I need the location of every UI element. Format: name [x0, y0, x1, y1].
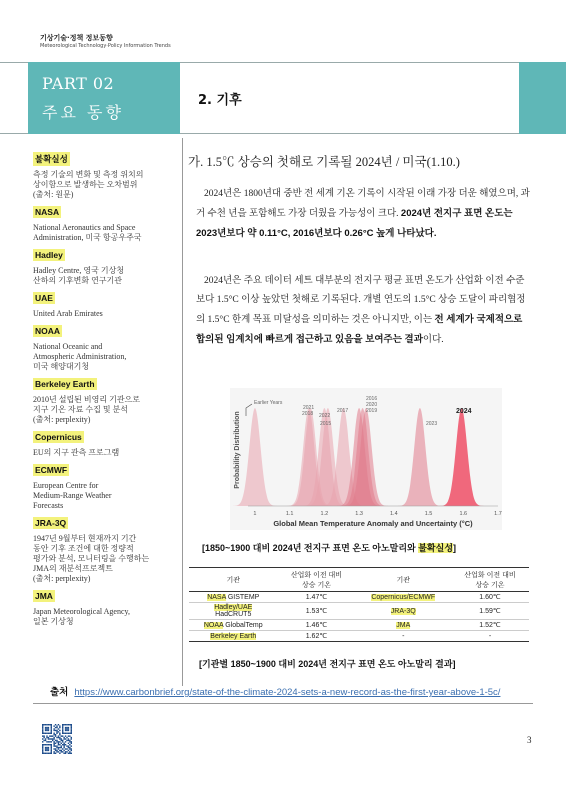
temperature-distribution-chart — [230, 388, 502, 530]
left-agency — [189, 603, 278, 620]
right-agency — [355, 620, 451, 631]
right-value: 1.59℃ — [451, 603, 529, 620]
glossary-term: ECMWF — [35, 465, 68, 475]
page-number: 3 — [527, 735, 532, 745]
agency-name: JMA — [396, 621, 411, 629]
footer-divider — [33, 703, 533, 704]
glossary-definition-line: National Aeronautics and Space — [33, 223, 136, 232]
glossary-definition-line: 일본 기상청 — [33, 617, 74, 626]
x-tick-label: 1 — [253, 511, 257, 517]
series-label: 2018 — [302, 411, 314, 417]
series-label: 2021 — [303, 405, 315, 411]
series-label: 2015 — [320, 421, 332, 427]
glossary-definition-line: Hadley Centre, 영국 기상청 — [33, 266, 125, 275]
paragraph-2 — [196, 272, 530, 350]
table-row — [189, 631, 529, 642]
header-rise-2 — [451, 568, 529, 592]
agency-dataset: GISTEMP — [225, 593, 260, 601]
right-agency — [355, 603, 451, 620]
table-row — [189, 620, 529, 631]
source-label: 출처 — [50, 687, 69, 698]
left-value: 1.47℃ — [278, 592, 356, 603]
glossary-definition-line: 평가와 분석, 모니터링을 수행하는 — [33, 554, 150, 563]
source-line — [50, 684, 500, 698]
glossary-definition-line: Medium-Range Weather — [33, 491, 112, 500]
left-agency — [189, 631, 278, 642]
table-caption: [기관별 1850~1900 대비 2024년 전지구 표면 온도 아노말리 결과] — [199, 659, 456, 669]
glossary-definition-line: EU의 지구 관측 프로그램 — [33, 448, 120, 457]
glossary-definition-line: 상이함으로 발생하는 오차범위 — [33, 180, 138, 189]
header-agency-1: 기관 — [189, 568, 278, 592]
glossary-definition-line: Atmospheric Administration, — [33, 352, 127, 361]
glossary-definition-line: 지구 기온 자료 수집 및 분석 — [33, 405, 129, 414]
glossary-definition-line: 미국 해양대기청 — [33, 362, 90, 371]
x-tick-label: 1.4 — [390, 511, 398, 517]
x-axis-label: Global Mean Temperature Anomaly and Uncertainty (°C) — [273, 519, 473, 528]
left-agency — [189, 592, 278, 603]
agency-dataset: GlobalTemp — [223, 621, 263, 629]
agency-name: Berkeley Earth — [210, 632, 257, 640]
glossary-definition-line: United Arab Emirates — [33, 309, 103, 318]
y-axis-label: Probability Distribution — [234, 411, 241, 489]
glossary-definition — [33, 266, 173, 286]
x-tick-label: 1.1 — [285, 511, 294, 517]
header-line: 상승 기온 — [301, 581, 331, 589]
agency-name: NASA — [207, 593, 226, 601]
publication-subtitle: Meteorological Technology·Policy Information Trends — [40, 43, 171, 49]
left-agency — [189, 620, 278, 631]
glossary-definition — [33, 170, 173, 200]
glossary-term: JRA-3Q — [35, 518, 67, 528]
glossary-term: UAE — [35, 293, 53, 303]
header-rise-1 — [278, 568, 356, 592]
table-row — [189, 603, 529, 620]
glossary-definition-line: 동안 기후 조건에 대한 정량적 — [33, 544, 134, 553]
band-accent-box — [519, 62, 566, 134]
glossary-definition — [33, 309, 173, 319]
paragraph-2-text: 2024년은 주요 데이터 세트 대부분의 전지구 평균 표면 온도가 산업화 이전 수준보다 1.5°C 이상 높았던 첫해로 기록된다. 개별 연도의 1.5°C 상승 도달이 파리협정의 1.5°C 한계 목표 미달성을 의미하는 것은 아니지만, 이는 — [196, 276, 526, 325]
agency-dataset: HadCRUT5 — [215, 611, 252, 618]
table-header-row — [189, 568, 529, 592]
series-label: 2023 — [426, 421, 438, 427]
right-value: 1.60℃ — [451, 592, 529, 603]
paragraph-1 — [196, 185, 530, 244]
glossary-definition — [33, 481, 173, 511]
glossary-definition-line: JMA의 재분석프로젝트 — [33, 564, 113, 573]
x-tick-label: 1.5 — [424, 511, 433, 517]
glossary-definition — [33, 534, 173, 584]
agency-name: NOAA — [203, 621, 224, 629]
glossary-definition — [33, 448, 173, 458]
source-link[interactable]: https://www.carbonbrief.org/state-of-the-climate-2024-sets-a-new-record-as-the-first-year-above-1-5c/ — [74, 687, 501, 698]
header-agency-2: 기관 — [355, 568, 451, 592]
glossary-term: 불확실성 — [35, 154, 68, 164]
glossary-definition-line: (출처: 원문) — [33, 190, 74, 199]
glossary-definition-line: (출처: perplexity) — [33, 574, 91, 583]
paragraph-2-end: 이다. — [422, 335, 444, 345]
paragraph-2-bold: 전 세계가 국제적으로 합의된 임계치에 빠르게 접근하고 있음을 보여주는 결과 — [196, 314, 523, 345]
part-box — [28, 62, 180, 134]
series-label: 2024 — [456, 408, 472, 415]
agency-dataset: - — [402, 632, 405, 640]
glossary-definition — [33, 395, 173, 425]
glossary-definition-line: (출처: perplexity) — [33, 415, 91, 424]
paragraph-1-bold: 2024년 전지구 표면 온도는 2023년보다 약 0.11°C, 2016년보다 0.26°C 높게 나타났다. — [196, 208, 513, 239]
glossary-definition-line: Japan Meteorological Agency, — [33, 607, 131, 616]
glossary-term: Hadley — [35, 250, 63, 260]
glossary-term: NOAA — [35, 326, 61, 336]
publication-title: 기상기술·정책 정보동향 — [40, 34, 113, 42]
left-value: 1.53℃ — [278, 603, 356, 620]
right-value: 1.52℃ — [451, 620, 529, 631]
header-line: 상승 기온 — [475, 581, 505, 589]
paragraph-1-text: 2024년은 1800년대 중반 전 세계 기온 기록이 시작된 이래 가장 더운 해였으며, 과거 수천 년을 포함해도 가장 더웠을 가능성이 크다. — [196, 189, 530, 219]
glossary-definition-line: 1947년 9월부터 현재까지 기간 — [33, 534, 137, 543]
chart-caption-highlight: 불확실성 — [418, 543, 454, 553]
qr-code-icon — [42, 724, 72, 754]
series-label: 2019 — [366, 408, 378, 414]
agency-name: JRA-3Q — [390, 607, 416, 615]
article-heading: 가. 1.5℃ 상승의 첫해로 기록될 2024년 / 미국(1.10.) — [188, 155, 460, 169]
glossary-definition — [33, 223, 173, 243]
glossary-term: NASA — [35, 207, 60, 217]
glossary-term: Copernicus — [35, 432, 82, 442]
x-tick-label: 1.6 — [459, 511, 468, 517]
glossary-sidebar — [33, 147, 173, 627]
agency-name: Hadley/UAE — [214, 604, 253, 611]
right-agency — [355, 631, 451, 642]
series-label: 2022 — [319, 413, 331, 419]
glossary-definition-line: Administration, 미국 항공우주국 — [33, 233, 142, 242]
part-name: 주요 동향 — [42, 103, 124, 122]
header-line: 산업화 이전 대비 — [290, 571, 343, 579]
table-row — [189, 592, 529, 603]
glossary-definition-line: National Oceanic and — [33, 342, 103, 351]
glossary-definition-line: 2010년 설립된 비영리 기관으로 — [33, 395, 141, 404]
chart-caption-text: [1850~1900 대비 2024년 전지구 표면 온도 아노말리와 — [202, 543, 419, 553]
series-label: 2017 — [337, 408, 349, 414]
series-label: 2020 — [366, 402, 378, 408]
x-tick-label: 1.2 — [320, 511, 329, 517]
glossary-definition — [33, 607, 173, 627]
x-tick-label: 1.3 — [355, 511, 363, 517]
glossary-term: Berkeley Earth — [35, 379, 95, 389]
glossary-definition-line: Forecasts — [33, 501, 64, 510]
section-title: 2. 기후 — [198, 93, 242, 108]
left-value: 1.46℃ — [278, 620, 356, 631]
column-divider — [182, 138, 183, 686]
header-line: 산업화 이전 대비 — [464, 571, 516, 579]
chart-caption — [202, 541, 456, 554]
chart-caption-end: ] — [453, 543, 457, 553]
results-table — [189, 567, 529, 642]
agency-name: Copernicus/ECMWF — [371, 593, 436, 601]
glossary-term: JMA — [35, 591, 53, 601]
glossary-definition — [33, 342, 173, 372]
series-label: 2016 — [366, 396, 378, 402]
glossary-definition-line: 산하의 기후변화 연구기관 — [33, 276, 123, 285]
right-agency — [355, 592, 451, 603]
glossary-definition-line: European Centre for — [33, 481, 99, 490]
right-value: - — [451, 631, 529, 642]
x-tick-label: 1.7 — [494, 511, 502, 517]
glossary-definition-line: 측정 기술의 변화 및 측정 위치의 — [33, 170, 144, 179]
left-value: 1.62℃ — [278, 631, 356, 642]
part-number: PART 02 — [42, 74, 115, 93]
series-label: Earlier Years — [254, 400, 283, 406]
